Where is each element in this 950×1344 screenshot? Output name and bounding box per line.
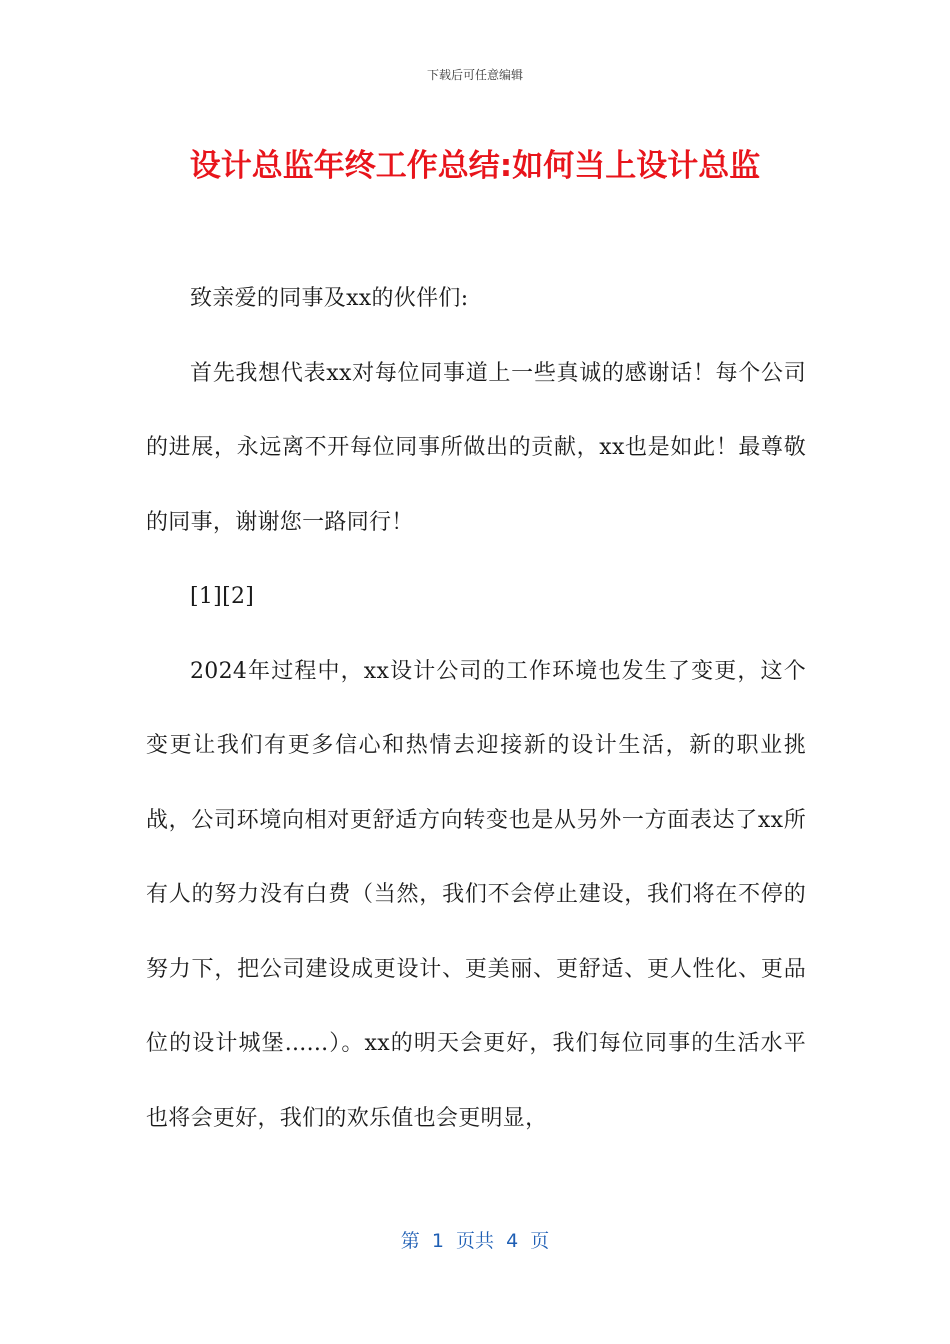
document-title: 设计总监年终工作总结:如何当上设计总监	[189, 148, 761, 184]
page-number-footer: 第 1 页共 4 页	[400, 1230, 550, 1252]
document-body	[146, 262, 806, 1156]
paragraph-references: [1][2]	[190, 584, 255, 609]
paragraph-greeting: 致亲爱的同事及xx的伙伴们:	[190, 286, 469, 311]
paragraph-2024-review: 2024年过程中，xx设计公司的工作环境也发生了变更，这个变更让我们有更多信心和热情去迎接新的设计生活，新的职业挑战，公司环境向相对更舒适方向转变也是从另外一方面表达了xx所有人的努力没有白费（当然，我们不会停止建设，我们将在不停的努力下，把公司建设成更设计、更美丽、更舒适、更人性化、更品位的设计城堡......）。xx的明天会更好，我们每位同事的生活水平也将会更好，我们的欢乐值也会更明显，	[146, 658, 806, 1131]
paragraph-thanks: 首先我想代表xx对每位同事道上一些真诚的感谢话！每个公司的进展，永远离不开每位同事所做出的贡献，xx也是如此！最尊敬的同事，谢谢您一路同行！	[146, 360, 806, 535]
download-note: 下载后可任意编辑	[426, 68, 523, 82]
